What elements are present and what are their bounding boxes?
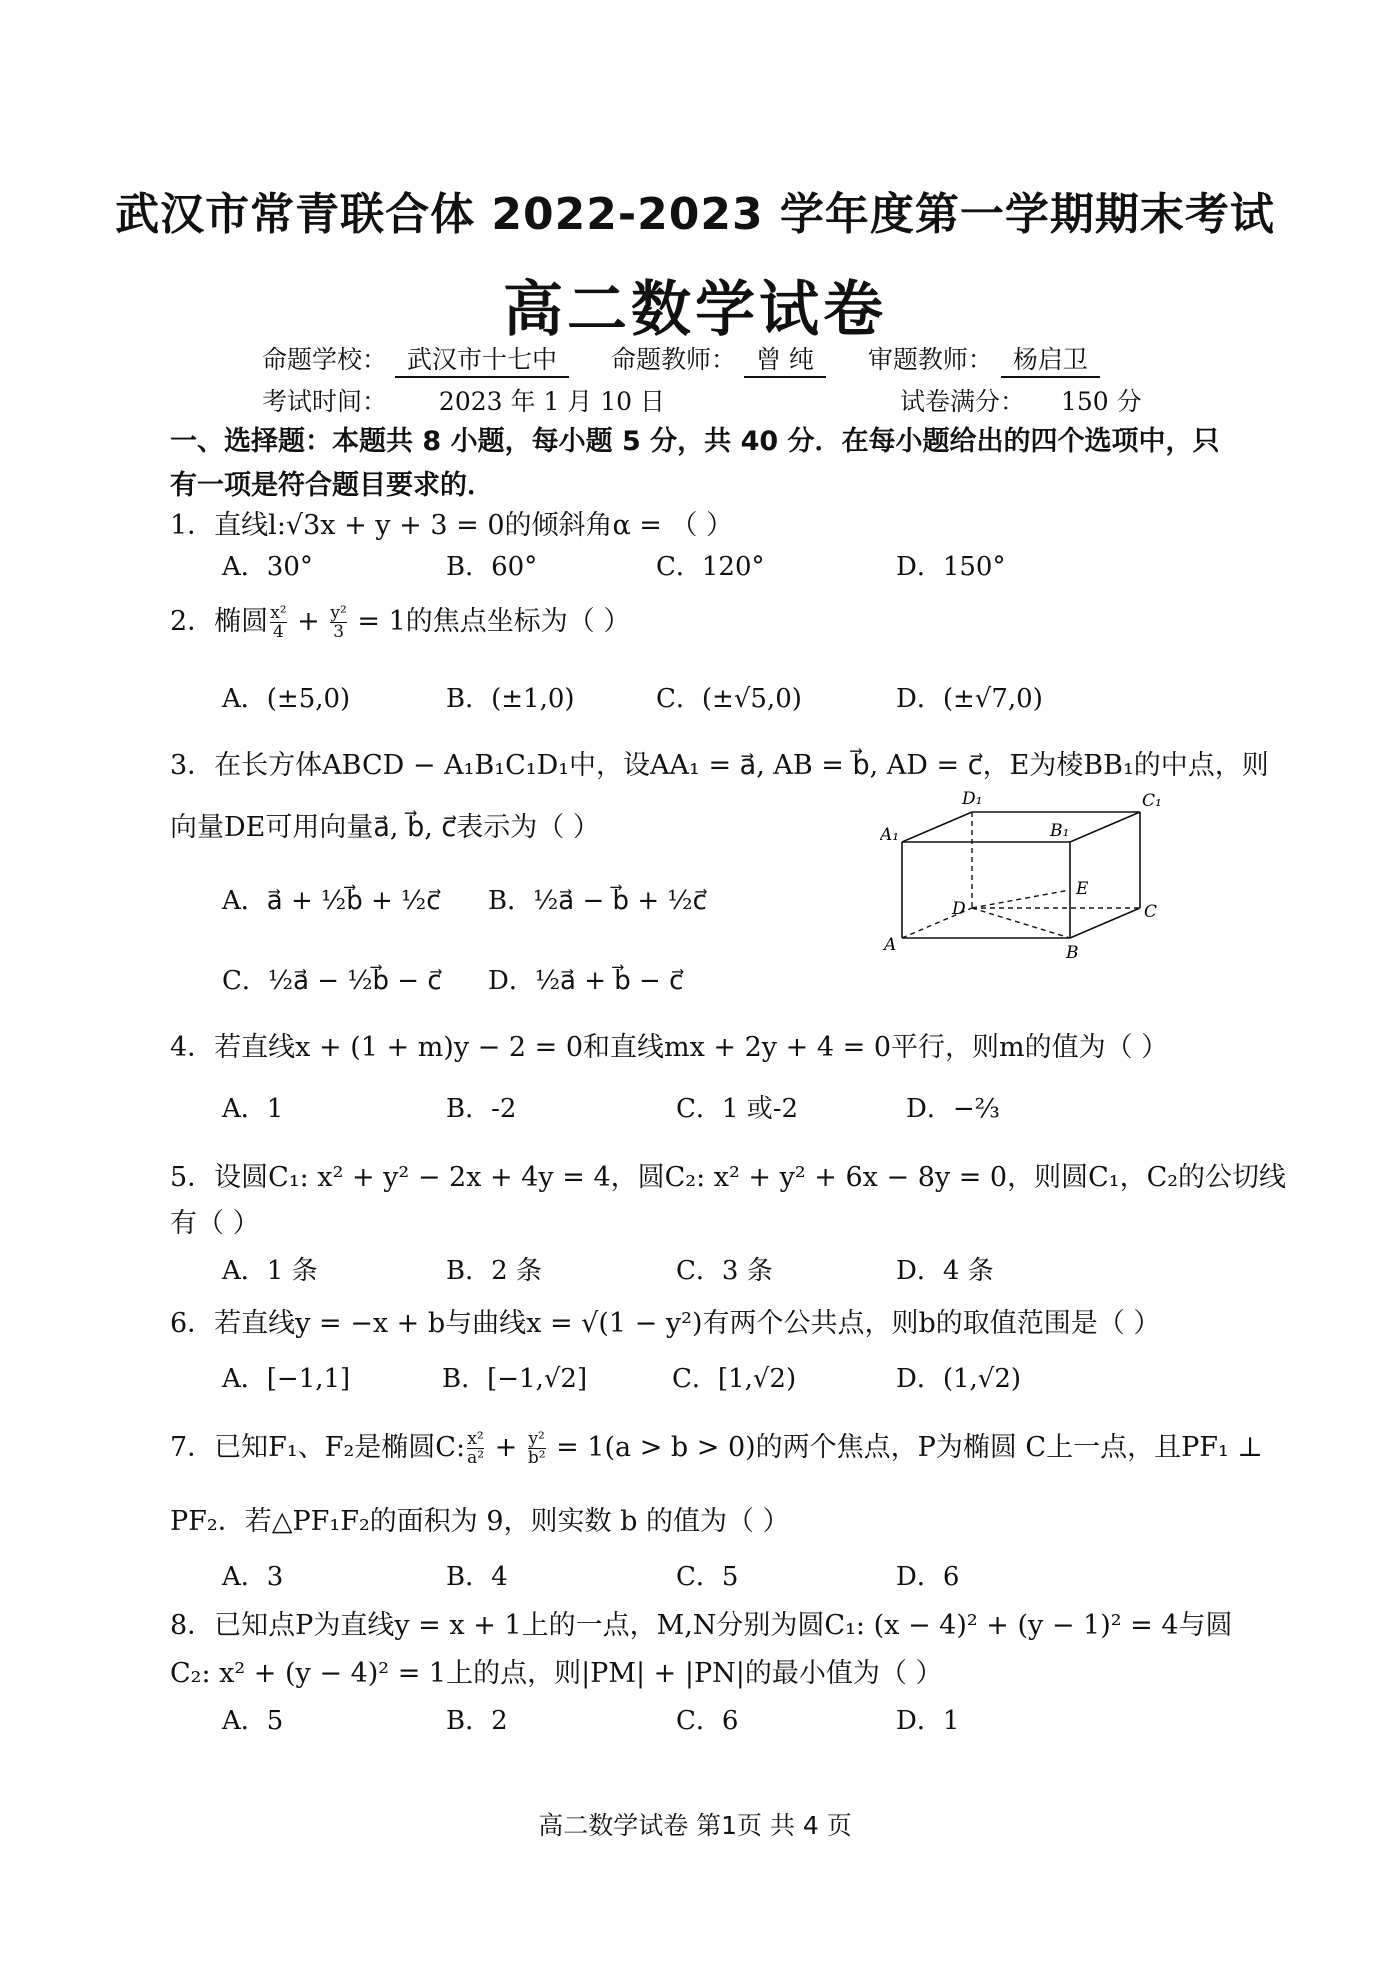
q3-option-a: A．a⃗ + ½b⃗ + ½c⃗	[222, 886, 441, 916]
fraction: $\frac{\text{y²}}{3}$	[330, 603, 347, 642]
q4-option-a: A．1	[222, 1094, 284, 1124]
q7-option-d: D．6	[896, 1562, 960, 1592]
section-heading: 一、选择题：本题共 8 小题，每小题 5 分，共 40 分．在每小题给出的四个选项中，只有一项是符合题目要求的．	[170, 426, 1220, 501]
exam-subtitle: 高二数学试卷	[503, 275, 887, 345]
q3-option-c: C．½a⃗ − ½b⃗ − c⃗	[222, 966, 442, 996]
reviewer-value: 杨启卫	[1001, 340, 1100, 378]
question-3-line-1: 3．在长方体ABCD − A₁B₁C₁D₁中，设AA₁ = a⃗, AB = b⃗, AD = c⃗，E为棱BB₁的中点，则	[170, 750, 1269, 781]
meta-row-1	[262, 340, 1100, 378]
label-c1: C₁	[1142, 791, 1162, 811]
label-a1: A₁	[880, 825, 900, 845]
page-footer: 高二数学试卷 第1页 共 4 页	[538, 1811, 852, 1840]
fraction: $\frac{\text{x²}}{4}$	[270, 603, 287, 642]
label-d: D	[952, 899, 966, 919]
teacher-label: 命题教师：	[610, 345, 736, 374]
q5-option-a: A．1 条	[222, 1256, 318, 1286]
q7-option-a: A．3	[222, 1562, 284, 1592]
question-4: 4．若直线x + (1 + m)y − 2 = 0和直线mx + 2y + 4 = 0平行，则m的值为（ ）	[170, 1032, 1169, 1063]
q1-option-d: D．150°	[896, 552, 1006, 582]
score-value: 150 分	[1060, 387, 1142, 416]
label-e: E	[1076, 879, 1089, 899]
question-6: 6．若直线y = −x + b与曲线x = √(1 − y²)有两个公共点，则b的取值范围是（ ）	[170, 1308, 1161, 1339]
q5-option-d: D．4 条	[896, 1256, 994, 1286]
q8-option-b: B．2	[446, 1706, 508, 1736]
question-1: 1．直线l:√3x + y + 3 = 0的倾斜角α = （ ）	[170, 510, 734, 541]
q6-option-d: D．(1,√2)	[896, 1364, 1022, 1394]
q6-option-c: C．[1,√2)	[672, 1364, 797, 1394]
q2-option-b: B．(±1,0)	[446, 684, 575, 714]
q2-option-c: C．(±√5,0)	[656, 684, 802, 714]
q3-option-d: D．½a⃗ + b⃗ − c⃗	[488, 966, 684, 996]
label-b: B	[1066, 943, 1079, 963]
school-value: 武汉市十七中	[395, 340, 569, 378]
fraction: $\frac{\text{y²}}{\text{b²}}$	[527, 1429, 546, 1468]
q4-option-c: C．1 或-2	[676, 1094, 799, 1124]
q4-option-b: B．-2	[446, 1094, 517, 1124]
question-7-line-1: 7．已知F₁、F₂是椭圆C: $\frac{\text{x²}}{\text{a²}}$ + $\frac{\text{y²}}{\text{b²}}$ = 1(a > b > 0)的两个焦点，P为椭圆 C上一点，且PF₁ ⊥	[170, 1429, 1263, 1468]
q1-option-c: C．120°	[656, 552, 765, 582]
question-7-line-2: PF₂．若△PF₁F₂的面积为 9，则实数 b 的值为（ ）	[170, 1506, 790, 1537]
school-label: 命题学校：	[262, 345, 388, 374]
q6-option-a: A．[−1,1]	[222, 1364, 351, 1394]
q2-option-d: D．(±√7,0)	[896, 684, 1043, 714]
q8-option-c: C．6	[676, 1706, 739, 1736]
score-row	[900, 382, 1142, 418]
score-label: 试卷满分：	[900, 387, 1026, 416]
time-value: 2023 年 1 月 10 日	[438, 387, 665, 416]
question-3-line-2: 向量DE可用向量a⃗, b⃗, c⃗表示为（ ）	[170, 812, 600, 843]
meta-row-2	[262, 382, 665, 418]
q7-option-b: B．4	[446, 1562, 508, 1592]
label-b1: B₁	[1050, 821, 1070, 841]
label-c: C	[1144, 902, 1158, 922]
q5-option-c: C．3 条	[676, 1256, 773, 1286]
question-5-line-2: 有（ ）	[170, 1208, 260, 1239]
q4-option-d: D．−⅔	[906, 1094, 1000, 1124]
q5-option-b: B．2 条	[446, 1256, 542, 1286]
q6-option-b: B．[−1,√2]	[442, 1364, 588, 1394]
q7-option-c: C．5	[676, 1562, 739, 1592]
q3-option-b: B．½a⃗ − b⃗ + ½c⃗	[488, 886, 707, 916]
reviewer-label: 审题教师：	[867, 345, 993, 374]
q8-option-a: A．5	[222, 1706, 284, 1736]
teacher-value: 曾 纯	[744, 340, 826, 378]
exam-title: 武汉市常青联合体 2022-2023 学年度第一学期期末考试	[115, 189, 1275, 240]
q1-option-b: B．60°	[446, 552, 538, 582]
time-label: 考试时间：	[262, 387, 388, 416]
q8-option-d: D．1	[896, 1706, 960, 1736]
question-5-line-1: 5．设圆C₁: x² + y² − 2x + 4y = 4，圆C₂: x² + y² + 6x − 8y = 0，则圆C₁，C₂的公切线	[170, 1162, 1287, 1193]
question-8-line-1: 8．已知点P为直线y = x + 1上的一点，M,N分别为圆C₁: (x − 4)² + (y − 1)² = 4与圆	[170, 1610, 1233, 1641]
label-d1: D₁	[962, 790, 983, 809]
question-8-line-2: C₂: x² + (y − 4)² = 1上的点，则|PM| + |PN|的最小值为（ ）	[170, 1658, 943, 1689]
q1-option-a: A．30°	[222, 552, 313, 582]
fraction: $\frac{\text{x²}}{\text{a²}}$	[467, 1429, 485, 1468]
q2-option-a: A．(±5,0)	[222, 684, 351, 714]
cuboid-figure	[880, 790, 1180, 970]
label-a: A	[884, 935, 897, 955]
question-2: 2．椭圆 $\frac{\text{x²}}{4}$ + $\frac{\text{y²}}{3}$ = 1的焦点坐标为（ ）	[170, 603, 631, 642]
